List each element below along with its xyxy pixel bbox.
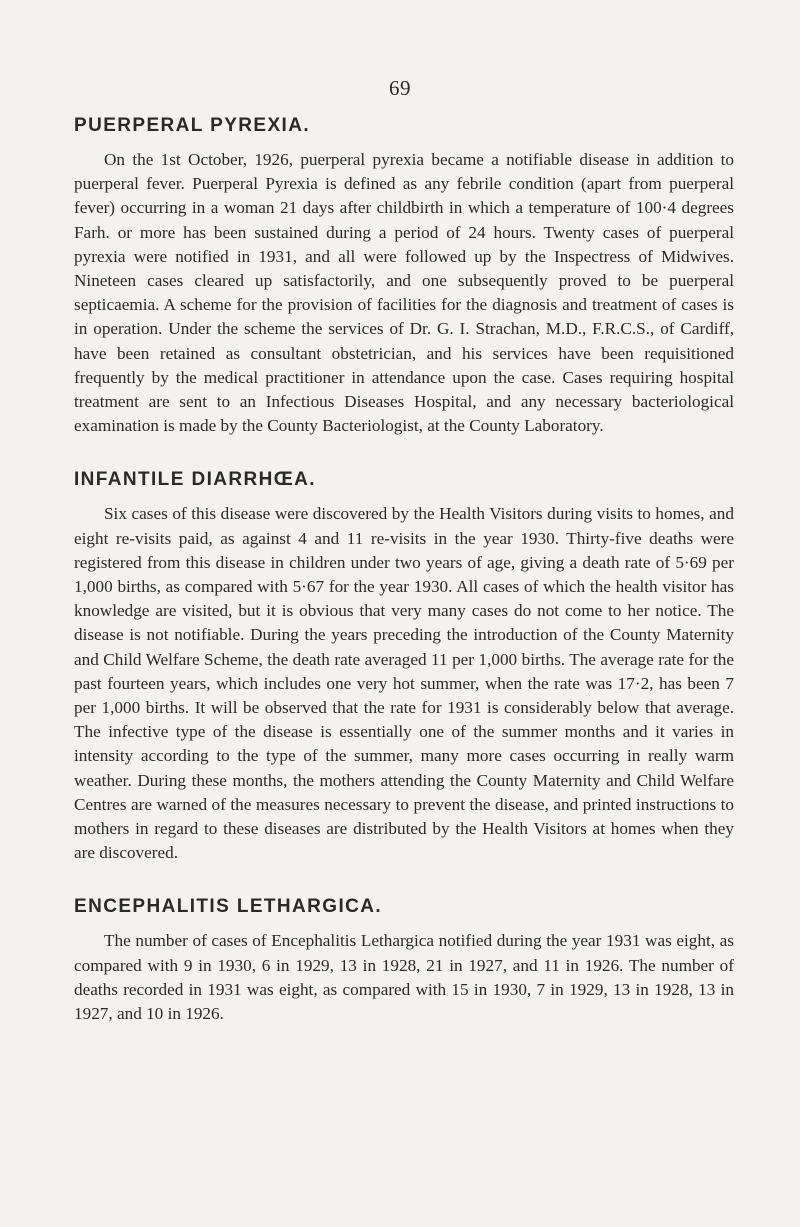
page-number: 69 [389,76,411,100]
section-heading: ENCEPHALITIS LETHARGICA. [74,896,383,918]
section-heading: INFANTILE DIARRHŒA. [74,469,316,491]
section-heading: PUERPERAL PYREXIA. [74,115,311,136]
section-infantile-diarrhoea [74,468,734,865]
paragraph-text: On the 1st October, 1926, puerperal pyrexia became a notifiable disease in addition to puerperal fever. Puerperal Pyrexia is defined as any febrile condition (apart from puerperal fever) occurring in a woman 21 days after childbirth in which a temperature of 100·4 degrees Farh. or more has been sustained during a period of 24 hours. Twenty cases of puerperal pyrexia were notified in 1931, and all were followed up by the Inspectress of Midwives. Nineteen cases cleared up satisfactorily, and one subsequently proved to be puerperal septicaemia. A scheme for the provision of facilities for the diagnosis and treatment of cases is in operation. Under the scheme the services of Dr. G. I. Strachan, M.D., F.R.C.S., of Cardiff, have been retained as consultant obstetrician, and his services have been requisitioned frequently by the medical practitioner in attendance upon the case. Cases requiring hospital treatment are sent to an Infectious Diseases Hospital, and any necessary bacteriological examination is made by the County Bacteriologist, at the County Laboratory. [74,150,734,436]
paragraph-text: Six cases of this disease were discovered by the Health Visitors during visits to homes, and eight re-visits paid, as against 4 and 11 re-visits in the year 1930. Thirty-five deaths were registered from this disease in children under two years of age, giving a death rate of 5·69 per 1,000 births, as compared with 5·67 for the year 1930. All cases of which the health visitor has knowledge are visited, but it is obvious that very many cases do not come to her notice. The disease is not notifiable. During the years preceding the introduction of the County Maternity and Child Welfare Scheme, the death rate averaged 11 per 1,000 births. The average rate for the past fourteen years, which includes one very hot summer, when the rate was 17·2, has been 7 per 1,000 births. It will be observed that the rate for 1931 is considerably below that average. The infective type of the disease is essentially one of the summer months and it varies in intensity according to the type of the summer, many more cases occurring in really warm weather. During these months, the mothers attending the County Maternity and Child Welfare Centres are warned of the measures necessary to prevent the disease, and printed instructions to mothers in regard to these diseases are distributed by the Health Visitors at homes when they are discovered. [74,504,734,863]
section-puerperal-pyrexia [74,114,734,438]
section-paragraph [74,929,734,1026]
page-body [74,114,734,1026]
paragraph-text: The number of cases of Encephalitis Lethargica notified during the year 1931 was eight, as compared with 9 in 1930, 6 in 1929, 13 in 1928, 21 in 1927, and 11 in 1926. The number of deaths recorded in 1931 was eight, as compared with 15 in 1930, 7 in 1929, 13 in 1928, 13 in 1927, and 10 in 1926. [74,931,734,1024]
section-paragraph [74,148,734,438]
section-paragraph [74,502,734,865]
section-encephalitis-lethargica [74,895,734,1026]
